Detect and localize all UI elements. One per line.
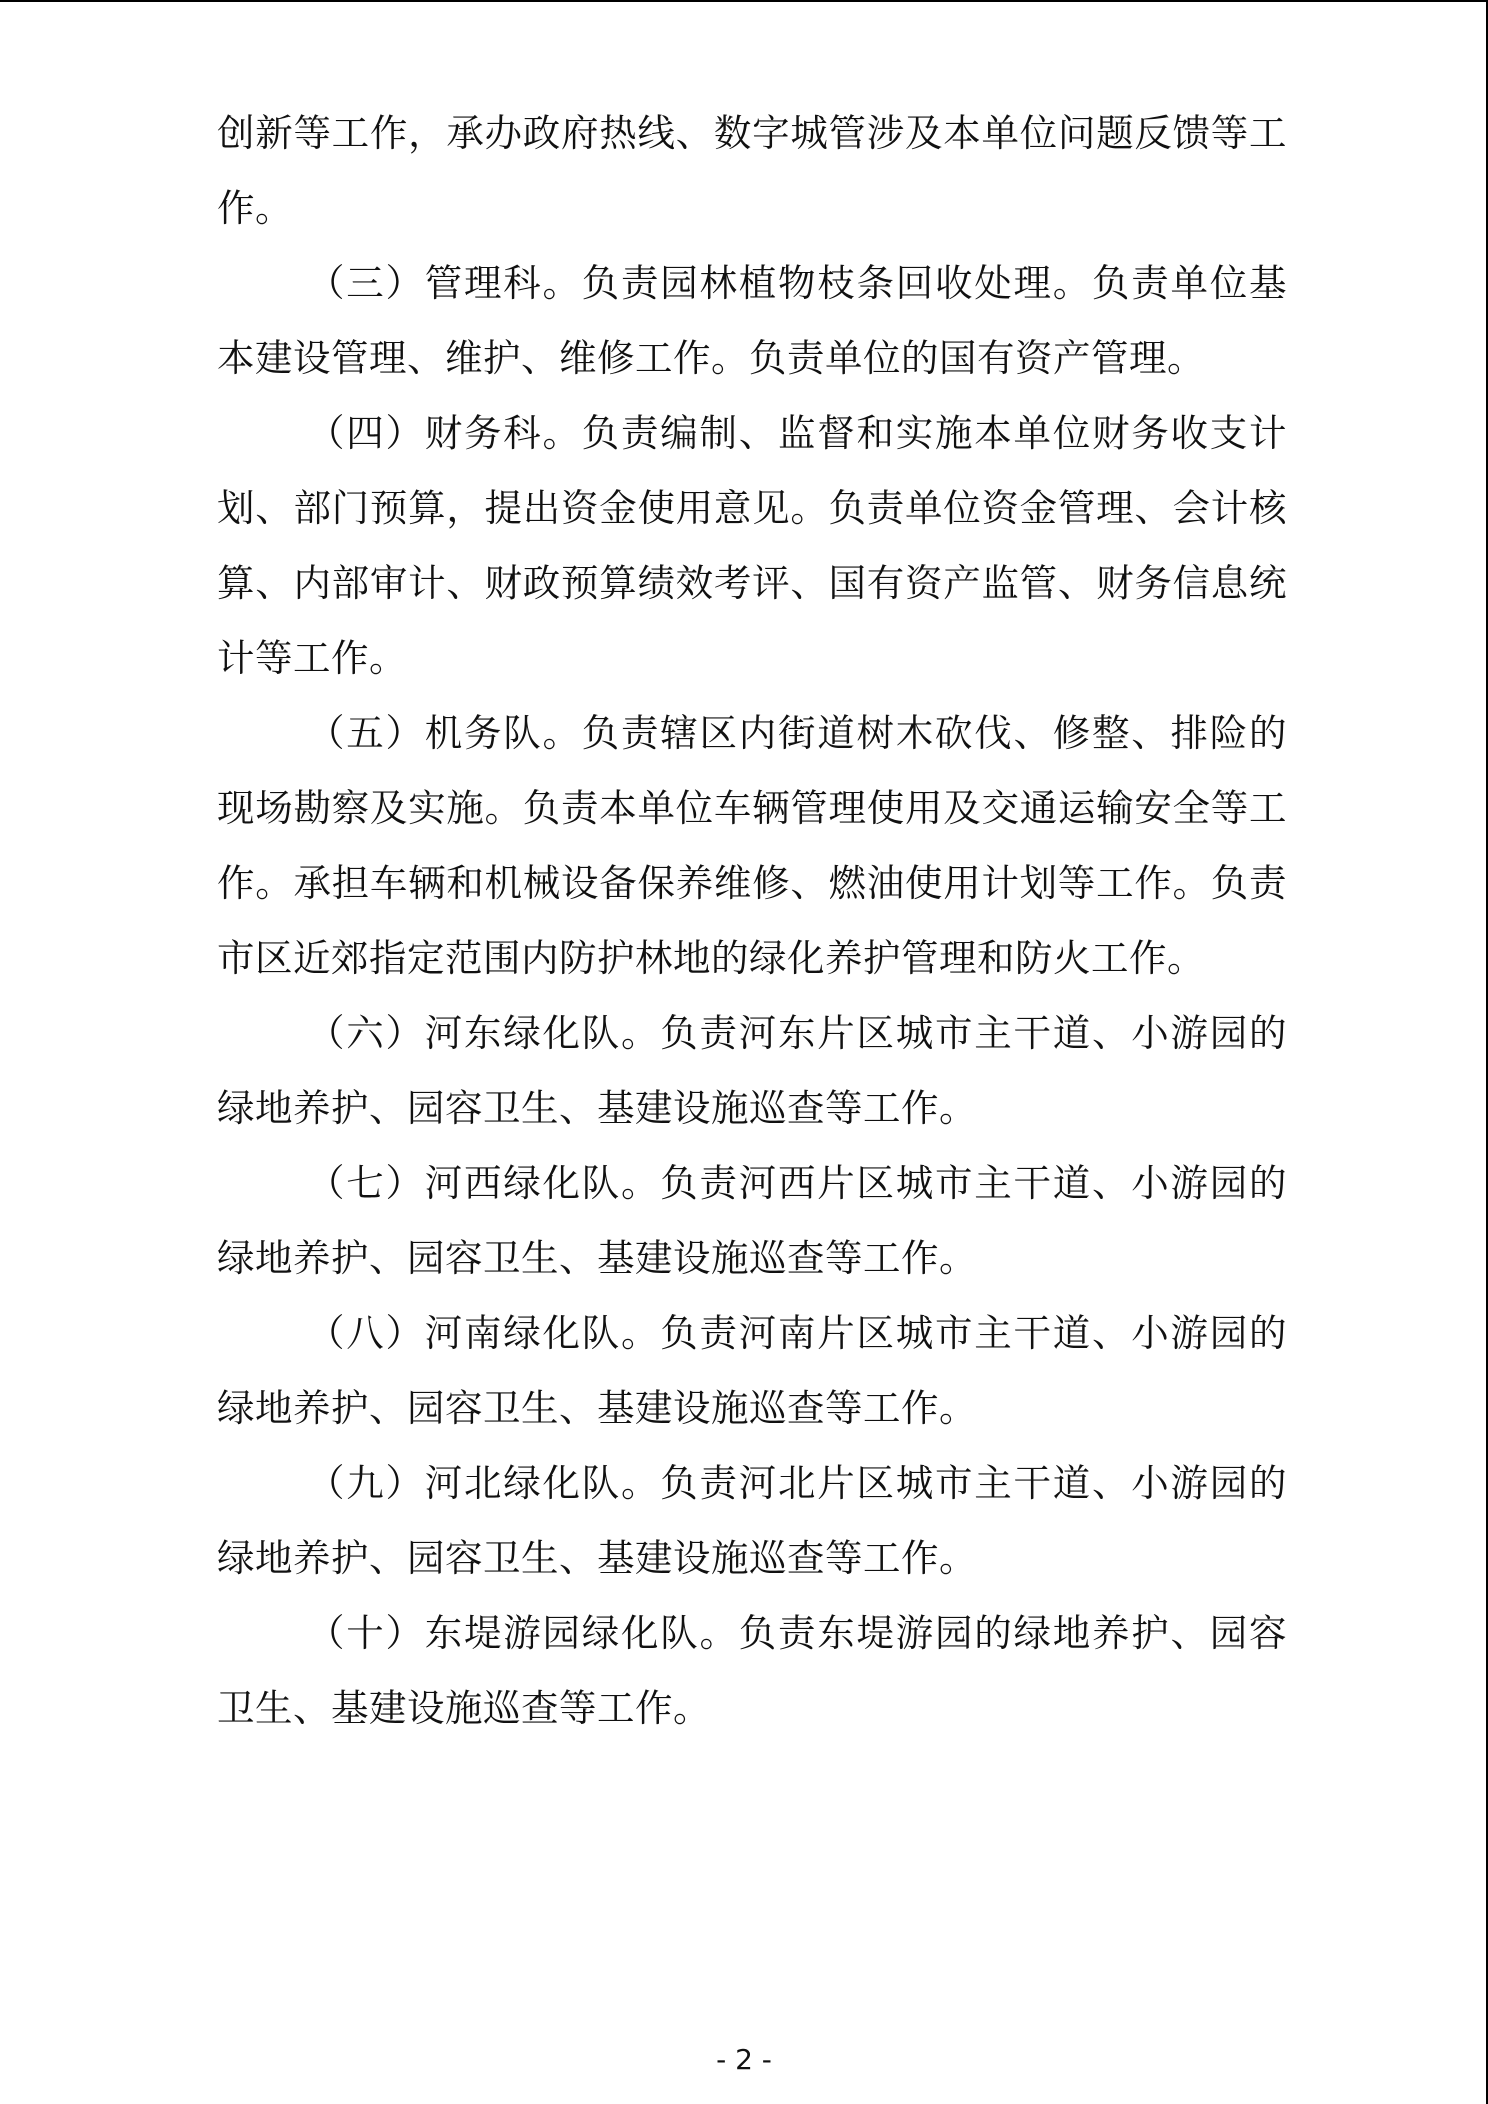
page-number: - 2 - bbox=[716, 2043, 772, 2076]
paragraph-hedong-team: （六）河东绿化队。负责河东片区城市主干道、小游园的绿地养护、园容卫生、基建设施巡查等工作。 bbox=[217, 1011, 1287, 1130]
paragraph-management-section: （三）管理科。负责园林植物枝条回收处理。负责单位基本建设管理、维护、维修工作。负责单位的国有资产管理。 bbox=[217, 261, 1287, 380]
paragraph-hexi-team: （七）河西绿化队。负责河西片区城市主干道、小游园的绿地养护、园容卫生、基建设施巡查等工作。 bbox=[217, 1161, 1287, 1280]
document-body bbox=[217, 96, 1287, 1746]
paragraph-hebei-team: （九）河北绿化队。负责河北片区城市主干道、小游园的绿地养护、园容卫生、基建设施巡查等工作。 bbox=[217, 1461, 1287, 1580]
page-top-border bbox=[0, 0, 1488, 2]
paragraph-machinery-team: （五）机务队。负责辖区内街道树木砍伐、修整、排险的现场勘察及实施。负责本单位车辆管理使用及交通运输安全等工作。承担车辆和机械设备保养维修、燃油使用计划等工作。负责市区近郊指定范围内防护林地的绿化养护管理和防火工作。 bbox=[217, 711, 1287, 980]
paragraph-continuation: 创新等工作，承办政府热线、数字城管涉及本单位问题反馈等工作。 bbox=[217, 111, 1287, 230]
paragraph-dongdi-team: （十）东堤游园绿化队。负责东堤游园的绿地养护、园容卫生、基建设施巡查等工作。 bbox=[217, 1611, 1287, 1730]
paragraph-henan-team: （八）河南绿化队。负责河南片区城市主干道、小游园的绿地养护、园容卫生、基建设施巡查等工作。 bbox=[217, 1311, 1287, 1430]
paragraph-finance-section: （四）财务科。负责编制、监督和实施本单位财务收支计划、部门预算，提出资金使用意见。负责单位资金管理、会计核算、内部审计、财政预算绩效考评、国有资产监管、财务信息统计等工作。 bbox=[217, 411, 1287, 680]
